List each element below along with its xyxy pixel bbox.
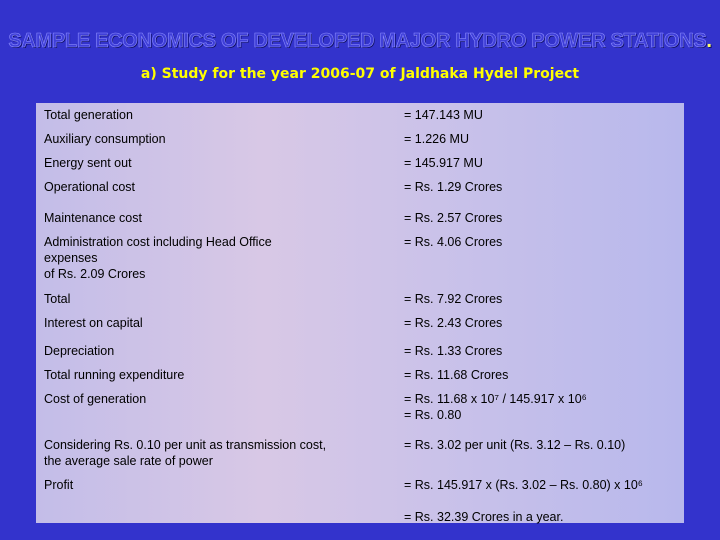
row-label: [44, 477, 364, 493]
row-value-line: [404, 493, 684, 509]
row-value-line: = Rs. 2.43 Crores: [404, 316, 503, 330]
row-value: [404, 477, 684, 525]
row-label-line: the average sale rate of power: [44, 454, 213, 468]
row-label: [44, 391, 364, 407]
row-value-line: = 147.143 MU: [404, 108, 483, 122]
row-value-line: = Rs. 0.80: [404, 408, 462, 422]
row-value-line: = Rs. 11.68 Crores: [404, 368, 509, 382]
row-value: [404, 131, 684, 147]
slide-title-text: SAMPLE ECONOMICS OF DEVELOPED MAJOR HYDRO POWER STATIONS: [8, 30, 707, 52]
row-label-line: Total generation: [44, 108, 133, 122]
row-value: [404, 315, 684, 331]
row-label: [44, 210, 364, 226]
row-value: [404, 179, 684, 195]
row-label-line: Considering Rs. 0.10 per unit as transmission cost,: [44, 438, 327, 452]
row-value: [404, 391, 684, 423]
row-value: [404, 210, 684, 226]
row-label: [44, 315, 364, 331]
row-value: [404, 343, 684, 359]
row-value-line: = Rs. 145.917 x (Rs. 3.02 – Rs. 0.80) x 10⁶: [404, 478, 643, 492]
row-label-line: Profit: [44, 478, 74, 492]
row-label-line: Cost of generation: [44, 392, 147, 406]
row-label-line: expenses: [44, 251, 98, 265]
row-value: [404, 155, 684, 171]
row-label-line: Auxiliary consumption: [44, 132, 166, 146]
row-value-line: = 1.226 MU: [404, 132, 469, 146]
slide-subtitle: a) Study for the year 2006-07 of Jaldhaka Hydel Project: [140, 66, 580, 82]
row-value-line: = Rs. 3.02 per unit (Rs. 3.12 – Rs. 0.10): [404, 438, 626, 452]
row-value-line: = Rs. 11.68 x 10⁷ / 145.917 x 10⁶: [404, 392, 587, 406]
row-label: [44, 343, 364, 359]
row-label: [44, 291, 364, 307]
row-label-line: Maintenance cost: [44, 211, 142, 225]
row-value-line: = Rs. 1.33 Crores: [404, 344, 503, 358]
row-value: [404, 291, 684, 307]
row-label: [44, 367, 364, 383]
economics-table: [36, 103, 684, 523]
row-value-line: = Rs. 32.39 Crores in a year.: [404, 510, 564, 524]
row-label-line: Energy sent out: [44, 156, 132, 170]
row-value-line: = Rs. 7.92 Crores: [404, 292, 503, 306]
row-value-line: = Rs. 2.57 Crores: [404, 211, 503, 225]
row-label-line: Operational cost: [44, 180, 136, 194]
slide-title-period: .: [706, 30, 712, 52]
row-label-line: Total running expenditure: [44, 368, 185, 382]
row-label: [44, 107, 364, 123]
row-label-line: Total: [44, 292, 71, 306]
row-label: [44, 234, 364, 282]
row-value: [404, 234, 684, 250]
row-label: [44, 437, 364, 469]
row-label-line: of Rs. 2.09 Crores: [44, 267, 146, 281]
row-label-line: Depreciation: [44, 344, 115, 358]
row-label: [44, 179, 364, 195]
slide-title: [0, 30, 720, 53]
row-value-line: = Rs. 4.06 Crores: [404, 235, 503, 249]
row-label-line: Interest on capital: [44, 316, 143, 330]
row-label: [44, 131, 364, 147]
row-value-line: = Rs. 1.29 Crores: [404, 180, 503, 194]
row-value: [404, 107, 684, 123]
row-value-line: = 145.917 MU: [404, 156, 483, 170]
row-label: [44, 155, 364, 171]
row-label-line: Administration cost including Head Office: [44, 235, 272, 249]
row-value: [404, 437, 684, 453]
row-value: [404, 367, 684, 383]
